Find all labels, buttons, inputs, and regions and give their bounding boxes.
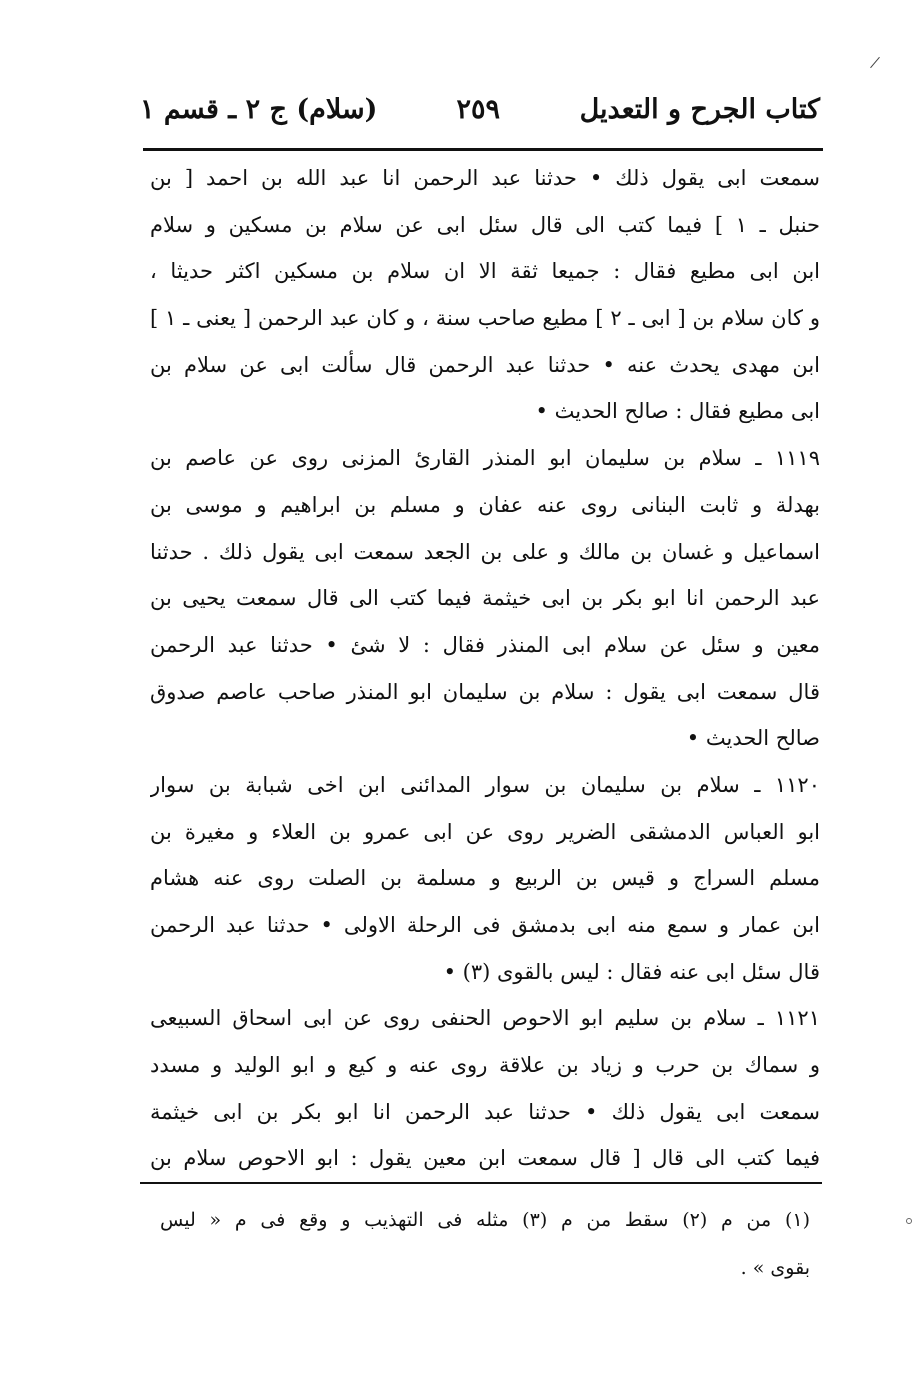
entry-1119-line: ١١١٩ ـ سلام بن سليمان ابو المنذر القارئ المزنى روى عن عاصم بن <box>150 446 820 471</box>
footnotes <box>160 1196 810 1292</box>
text-line: فيما كتب الى قال [ قال سمعت ابن معين يقول : ابو الاحوص سلام بن <box>150 1146 820 1171</box>
running-header <box>140 86 820 136</box>
page-number: ٢٥٩ <box>456 94 500 125</box>
text-line: سمعت ابى يقول ذلك • حدثنا عبد الرحمن انا عبد الله بن احمد [ بن <box>150 166 820 190</box>
text-line: ابن مهدى يحدث عنه • حدثنا عبد الرحمن قال سألت ابى عن سلام بن <box>150 352 820 377</box>
text-line: قال سمعت ابى يقول : سلام بن سليمان ابو المنذر صاحب عاصم صدوق <box>150 679 820 704</box>
entry-1121-line: ١١٢١ ـ سلام بن سليم ابو الاحوص الحنفى روى عن ابى اسحاق السبيعى <box>150 1006 820 1031</box>
text-line: مسلم السراج و قيس بن الربيع و مسلمة بن الصلت روى عنه هشام <box>150 866 820 891</box>
text-line: ابن عمار و سمع منه ابى بدمشق فى الرحلة الاولى • حدثنا عبد الرحمن <box>150 913 820 937</box>
text-line: ابو العباس الدمشقى الضرير روى عن ابى عمرو بن العلاء و مغيرة بن <box>150 819 820 844</box>
text-line: معين و سئل عن سلام ابى المنذر فقال : لا شئ • حدثنا عبد الرحمن <box>150 632 820 657</box>
text-line: بهدلة و ثابت البنانى روى عنه عفان و مسلم بن ابراهيم و موسى بن <box>150 492 820 517</box>
margin-pen-mark <box>870 57 880 68</box>
header-rule <box>143 148 823 151</box>
book-title: كتاب الجرح و التعديل <box>579 94 820 125</box>
main-text <box>150 155 820 1182</box>
text-line: ابى مطيع فقال : صالح الحديث • <box>535 399 820 424</box>
margin-dot-mark <box>906 1218 912 1224</box>
footnote-line: بقوى » . <box>740 1257 810 1279</box>
footnote-line: (١) من م (٢) سقط من م (٣) مثله فى التهذيب و وقع فى م « ليس <box>160 1209 810 1231</box>
section-label: (سلام) ج ٢ ـ قسم ١ <box>140 94 378 125</box>
entry-1120-line: ١١٢٠ ـ سلام بن سليمان بن سوار المدائنى ابن اخى شبابة بن سوار <box>150 772 820 797</box>
text-line: عبد الرحمن انا ابو بكر بن ابى خيثمة فيما كتب الى قال سمعت يحيى بن <box>150 586 820 611</box>
text-line: قال سئل ابى عنه فقال : ليس بالقوى (٣) • <box>443 959 820 984</box>
text-line: سمعت ابى يقول ذلك • حدثنا عبد الرحمن انا ابو بكر بن ابى خيثمة <box>150 1099 820 1124</box>
text-line: ابن ابى مطيع فقال : جميعا ثقة الا ان سلام بن مسكين اكثر حديثا ، <box>150 259 820 284</box>
footnote-rule <box>140 1182 822 1184</box>
text-line: و كان سلام بن [ ابى ـ ٢ ] مطيع صاحب سنة ، و كان عبد الرحمن [ يعنى ـ ١ ] <box>150 306 820 331</box>
text-line: صالح الحديث • <box>686 726 820 751</box>
text-line: حنبل ـ ١ ] فيما كتب الى قال سئل ابى عن سلام بن مسكين و سلام <box>150 212 820 237</box>
text-line: اسماعيل و غسان بن مالك و على بن الجعد سمعت ابى يقول ذلك . حدثنا <box>150 539 820 564</box>
text-line: و سماك بن حرب و زياد بن علاقة روى عنه و كيع و ابو الوليد و مسدد <box>150 1053 820 1078</box>
